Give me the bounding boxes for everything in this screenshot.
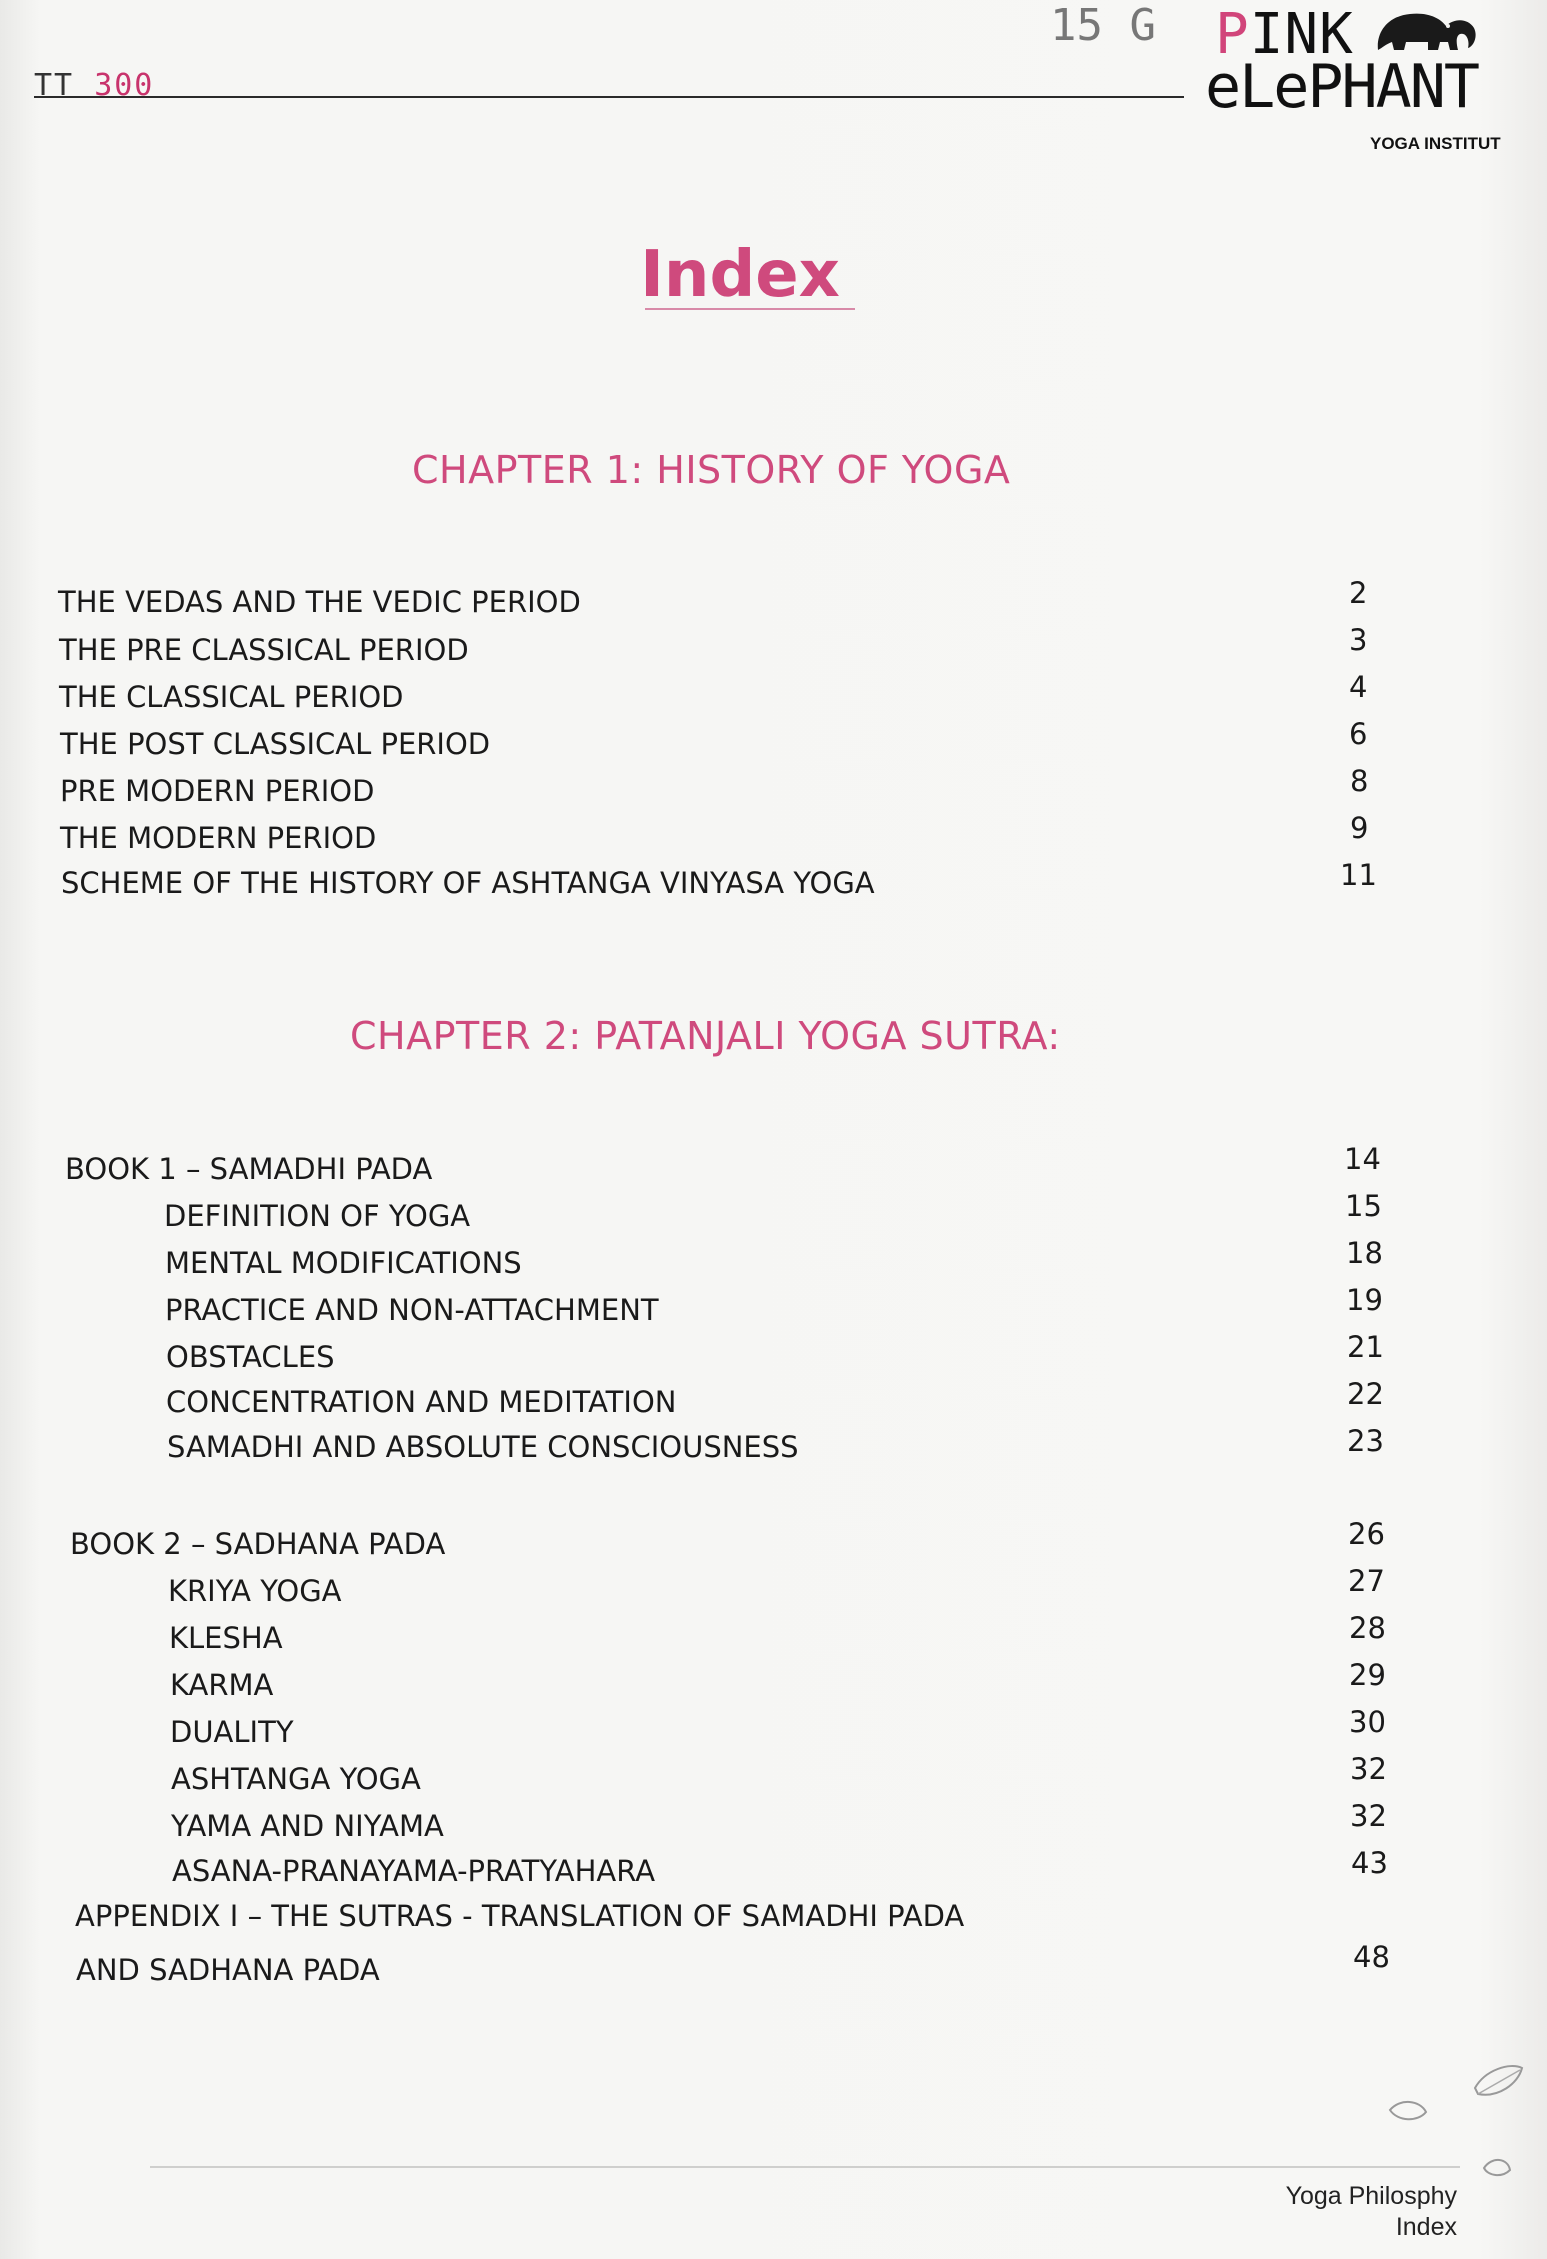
toc-page-number: 23 <box>1347 1424 1384 1458</box>
toc-entry: THE PRE CLASSICAL PERIOD <box>59 633 469 667</box>
toc-entry: THE VEDAS AND THE VEDIC PERIOD <box>58 585 581 619</box>
title-underline <box>645 308 855 310</box>
toc-page-number: 21 <box>1347 1330 1384 1364</box>
toc-page-number: 27 <box>1348 1564 1385 1598</box>
footer-rule <box>150 2166 1460 2168</box>
toc-entry: YAMA AND NIYAMA <box>171 1809 444 1843</box>
toc-entry: DEFINITION OF YOGA <box>164 1199 471 1233</box>
toc-entry: THE POST CLASSICAL PERIOD <box>60 727 491 761</box>
toc-entry: PRE MODERN PERIOD <box>60 774 375 808</box>
toc-page-number: 29 <box>1349 1658 1386 1692</box>
document-code-prefix: TT <box>34 68 75 103</box>
toc-entry: KLESHA <box>169 1621 283 1655</box>
toc-page-number: 18 <box>1346 1236 1383 1270</box>
logo-pink-text: PINK <box>1215 2 1354 67</box>
logo-institut-text: YOGA INSTITUT <box>1370 134 1501 153</box>
toc-page-number: 15 <box>1345 1189 1382 1223</box>
page-title: Index <box>640 238 840 312</box>
toc-entry: OBSTACLES <box>166 1340 335 1374</box>
toc-entry: SAMADHI AND ABSOLUTE CONSCIOUSNESS <box>167 1430 799 1464</box>
toc-entry: ASHTANGA YOGA <box>171 1762 421 1796</box>
toc-page-number: 9 <box>1350 811 1369 845</box>
book-1-heading: BOOK 1 – SAMADHI PADA <box>65 1152 433 1186</box>
document-code-number: 300 <box>94 68 155 103</box>
toc-entry: KRIYA YOGA <box>168 1574 342 1608</box>
toc-page-number: 32 <box>1350 1799 1387 1833</box>
toc-page-number: 11 <box>1340 858 1377 892</box>
toc-page-number: 28 <box>1349 1611 1386 1645</box>
toc-entry: DUALITY <box>170 1715 294 1749</box>
toc-entry: CONCENTRATION AND MEDITATION <box>166 1385 677 1419</box>
toc-page-number: 8 <box>1350 764 1369 798</box>
toc-page-number: 14 <box>1344 1142 1381 1176</box>
toc-page-number: 6 <box>1349 717 1368 751</box>
toc-entry: THE MODERN PERIOD <box>60 821 377 855</box>
toc-entry: MENTAL MODIFICATIONS <box>165 1246 522 1280</box>
toc-page-number: 2 <box>1349 576 1368 610</box>
toc-entry: THE CLASSICAL PERIOD <box>59 680 404 714</box>
chapter-2-heading: CHAPTER 2: PATANJALI YOGA SUTRA: <box>350 1014 1061 1058</box>
footer-title: Yoga Philosphy <box>1285 2182 1457 2210</box>
toc-page-number: 30 <box>1349 1705 1386 1739</box>
header-rule <box>34 96 1184 98</box>
toc-entry: ASANA-PRANAYAMA-PRATYAHARA <box>172 1854 656 1888</box>
logo-elephant-text: eLePHANT <box>1205 52 1478 122</box>
leaf-doodle-icon <box>1380 2050 1530 2180</box>
toc-entry: KARMA <box>170 1668 274 1702</box>
toc-page-number: 26 <box>1348 1517 1385 1551</box>
toc-entry: SCHEME OF THE HISTORY OF ASHTANGA VINYASA YOGA <box>61 866 875 900</box>
footer-subtitle: Index <box>1395 2213 1457 2241</box>
appendix-line-2: AND SADHANA PADA <box>76 1953 380 1987</box>
toc-page-number: 19 <box>1346 1283 1383 1317</box>
toc-page-number: 43 <box>1351 1846 1388 1880</box>
handwritten-scribble: 15 G <box>1050 0 1156 51</box>
chapter-1-heading: CHAPTER 1: HISTORY OF YOGA <box>412 448 1011 492</box>
pink-elephant-logo <box>1205 2 1505 162</box>
toc-page-number: 48 <box>1353 1940 1390 1974</box>
book-2-heading: BOOK 2 – SADHANA PADA <box>70 1527 446 1561</box>
toc-page-number: 3 <box>1349 623 1368 657</box>
toc-entry: PRACTICE AND NON-ATTACHMENT <box>165 1293 659 1327</box>
toc-page-number: 32 <box>1350 1752 1387 1786</box>
appendix-line-1: APPENDIX I – THE SUTRAS - TRANSLATION OF SAMADHI PADA <box>75 1899 965 1933</box>
toc-page-number: 4 <box>1349 670 1368 704</box>
toc-page-number: 22 <box>1347 1377 1384 1411</box>
